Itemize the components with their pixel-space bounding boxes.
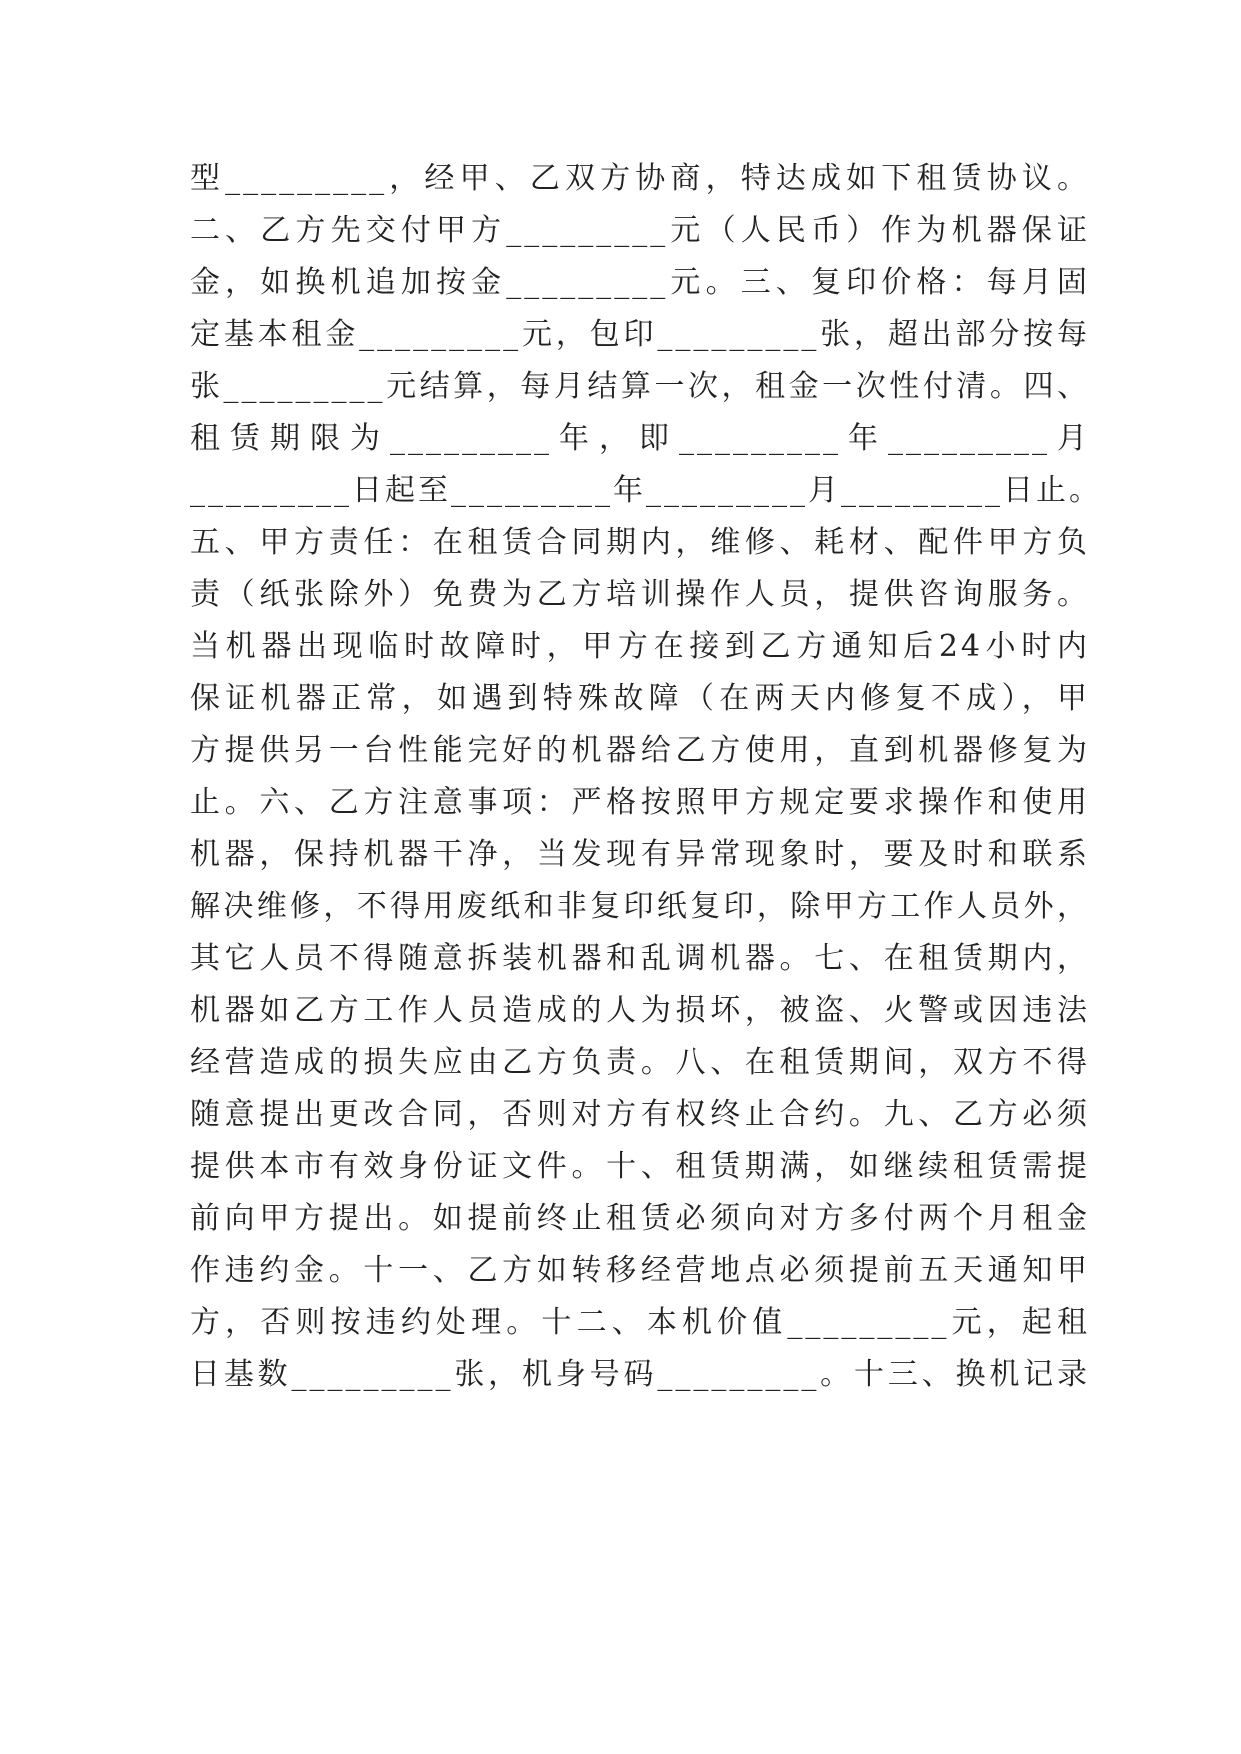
text-line: 其它人员不得随意拆装机器和乱调机器。七、在租赁期内， [190, 941, 1090, 976]
text-line: 方，否则按违约处理。十二、本机价值_________元，起租 [190, 1305, 1090, 1340]
text-line: 保证机器正常，如遇到特殊故障（在两天内修复不成），甲 [190, 681, 1090, 716]
text-line: 机器，保持机器干净，当发现有异常现象时，要及时和联系 [190, 837, 1090, 872]
text-line: 定基本租金_________元，包印_________张，超出部分按每 [190, 317, 1090, 352]
text-line: 解决维修，不得用废纸和非复印纸复印，除甲方工作人员外， [190, 889, 1090, 924]
text-line: 机器如乙方工作人员造成的人为损坏，被盗、火警或因违法 [190, 993, 1090, 1028]
text-line: 型_________，经甲、乙双方协商，特达成如下租赁协议。 [190, 161, 1090, 196]
text-line: 随意提出更改合同，否则对方有权终止合约。九、乙方必须 [190, 1097, 1090, 1132]
text-line: 止。六、乙方注意事项：严格按照甲方规定要求操作和使用 [190, 785, 1090, 820]
text-line: 经营造成的损失应由乙方负责。八、在租赁期间，双方不得 [190, 1045, 1090, 1080]
text-line: 作违约金。十一、乙方如转移经营地点必须提前五天通知甲 [190, 1253, 1090, 1288]
text-line: 金，如换机追加按金_________元。三、复印价格：每月固 [190, 265, 1090, 300]
text-line: 当机器出现临时故障时，甲方在接到乙方通知后24小时内 [190, 629, 1090, 664]
text-line: 方提供另一台性能完好的机器给乙方使用，直到机器修复为 [190, 733, 1090, 768]
text-line: 租赁期限为_________年，即_________年_________月 [190, 421, 1090, 456]
text-line: 提供本市有效身份证文件。十、租赁期满，如继续租赁需提 [190, 1149, 1090, 1184]
text-line: 责（纸张除外）免费为乙方培训操作人员，提供咨询服务。 [190, 577, 1090, 612]
text-line: _________日起至_________年_________月_________日止。 [190, 473, 1102, 508]
text-line: 二、乙方先交付甲方_________元（人民币）作为机器保证 [190, 213, 1090, 248]
text-line: 日基数_________张，机身号码_________。十三、换机记录 [190, 1357, 1090, 1392]
text-line: 张_________元结算，每月结算一次，租金一次性付清。四、 [190, 369, 1090, 404]
text-line: 五、甲方责任：在租赁合同期内，维修、耗材、配件甲方负 [190, 525, 1090, 560]
text-line: 前向甲方提出。如提前终止租赁必须向对方多付两个月租金 [190, 1201, 1090, 1236]
